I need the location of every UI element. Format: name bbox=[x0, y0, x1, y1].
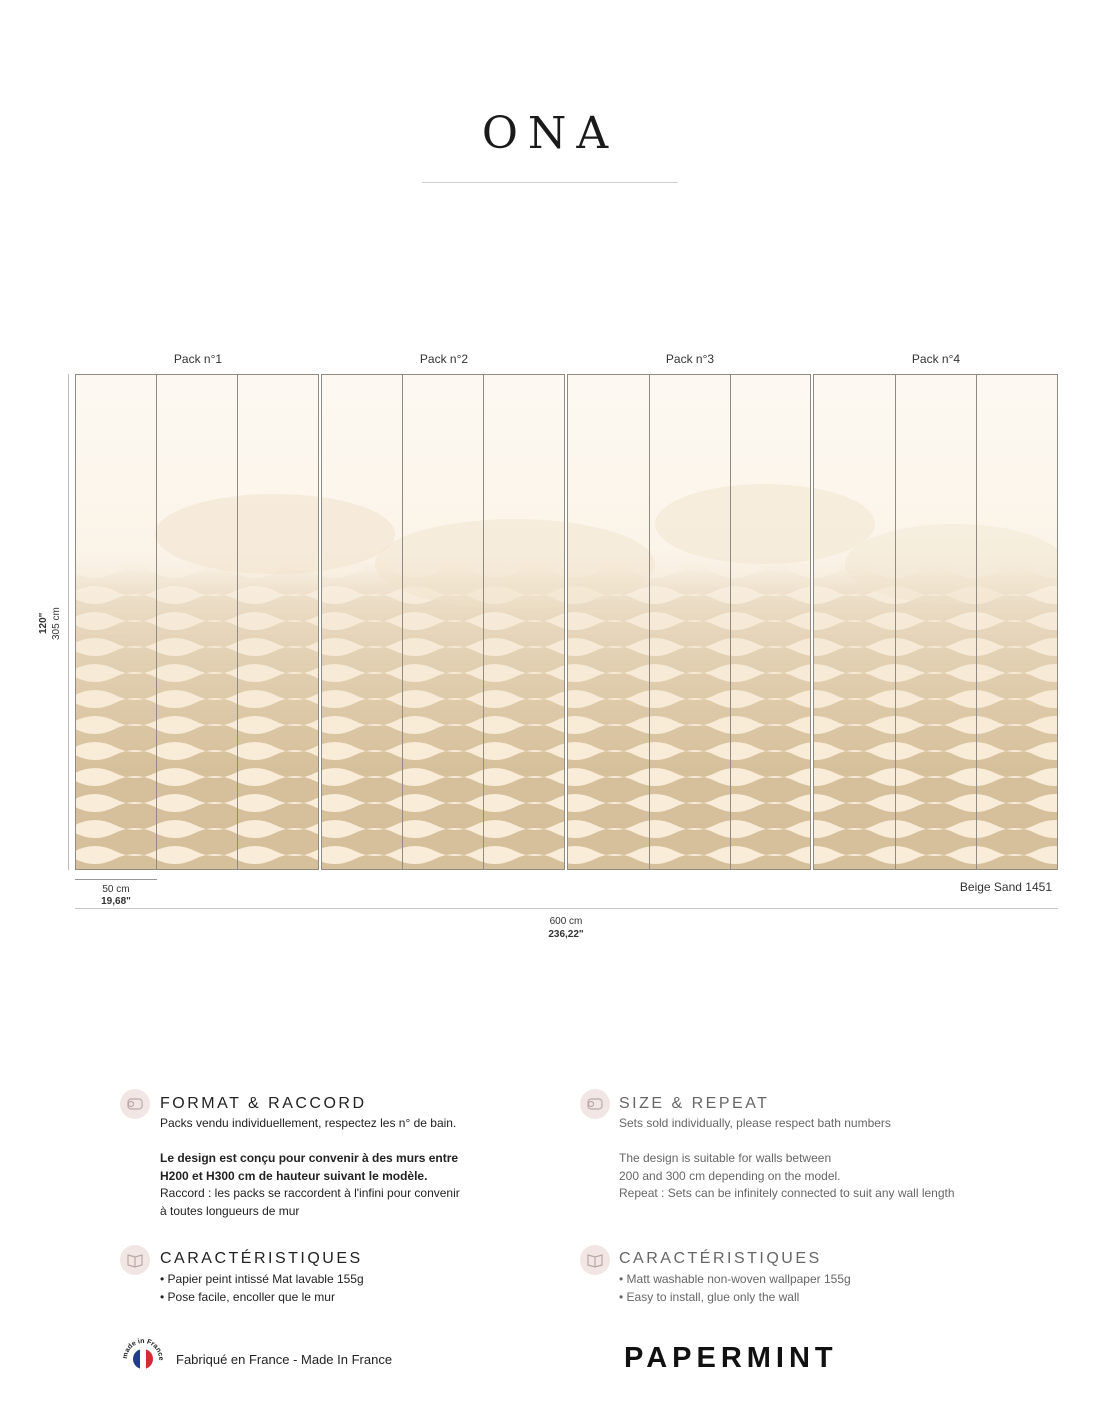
badge-text: made in France bbox=[122, 1338, 164, 1361]
fr-format-title: FORMAT & RACCORD bbox=[160, 1095, 367, 1112]
total-width-in: 236,22" bbox=[548, 929, 584, 940]
made-in-france-text: Fabriqué en France - Made In France bbox=[176, 1352, 393, 1367]
fr-features-item-1: • Papier peint intissé Mat lavable 155g bbox=[160, 1272, 364, 1286]
strip-width-in: 19,68" bbox=[101, 896, 131, 907]
wallpaper-roll-icon bbox=[580, 1089, 610, 1119]
book-icon bbox=[120, 1245, 150, 1275]
title-divider bbox=[422, 182, 678, 183]
height-inches: 120" bbox=[38, 612, 49, 634]
colorway-label: Beige Sand 1451 bbox=[959, 880, 1052, 894]
pack-label-1: Pack n°1 bbox=[173, 352, 223, 366]
en-format-design: The design is suitable for walls between 200 and 300 cm depending on the model. Repeat : Sets can be infinitely connected to suit any wall length bbox=[619, 1151, 955, 1200]
pack-label-4: Pack n°4 bbox=[911, 352, 961, 366]
pack-label-3: Pack n°3 bbox=[665, 352, 715, 366]
made-in-france-badge bbox=[122, 1338, 164, 1380]
en-features-title: CARACTÉRISTIQUES bbox=[619, 1250, 822, 1267]
en-format-title: SIZE & REPEAT bbox=[619, 1095, 770, 1112]
mural-preview bbox=[75, 374, 1058, 870]
height-cm: 305 cm bbox=[51, 607, 62, 640]
fr-features-item-2: • Pose facile, encoller que le mur bbox=[160, 1290, 335, 1304]
en-format-line: Sets sold individually, please respect bath numbers bbox=[619, 1116, 891, 1130]
strip-dimension-line bbox=[75, 879, 157, 880]
fr-format-design: Le design est conçu pour convenir à des murs entre H200 et H300 cm de hauteur suivant le modèle. bbox=[160, 1151, 459, 1183]
pack-label-2: Pack n°2 bbox=[419, 352, 469, 366]
brand-logo: PAPERMINT bbox=[624, 1342, 838, 1374]
en-features-item-1: • Matt washable non-woven wallpaper 155g bbox=[619, 1272, 851, 1286]
en-features-item-2: • Easy to install, glue only the wall bbox=[619, 1290, 800, 1304]
height-dimension-line bbox=[68, 374, 69, 870]
total-dimension-line bbox=[75, 908, 1058, 909]
wallpaper-roll-icon bbox=[120, 1089, 150, 1119]
book-icon bbox=[580, 1245, 610, 1275]
fr-features-title: CARACTÉRISTIQUES bbox=[160, 1250, 363, 1267]
total-width-cm: 600 cm bbox=[549, 916, 583, 927]
page-title: ONA bbox=[481, 108, 619, 159]
fr-format-line: Packs vendu individuellement, respectez les n° de bain. bbox=[160, 1116, 457, 1130]
strip-width-cm: 50 cm bbox=[102, 884, 130, 895]
fr-format-raccord: Raccord : les packs se raccordent à l'infini pour convenir à toutes longueurs de mur bbox=[160, 1186, 460, 1218]
